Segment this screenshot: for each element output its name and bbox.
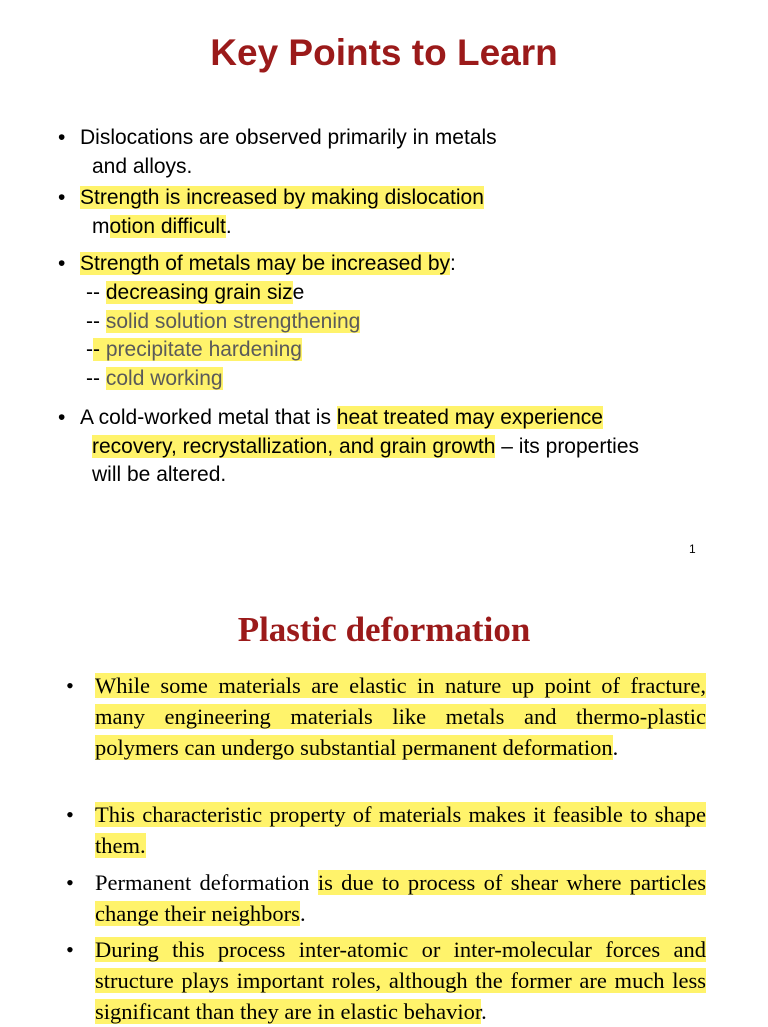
plain-text: : <box>450 252 456 275</box>
list-item <box>86 279 360 308</box>
highlighted-text-value: precipitate hardening <box>105 338 302 361</box>
highlighted-text: This characteristic property of materials makes it feasible to shape them. <box>95 802 706 858</box>
plain-text: m <box>92 214 110 238</box>
slide-title: Key Points to Learn <box>210 32 558 73</box>
highlighted-text: Strength of metals may be increased by <box>80 252 451 275</box>
plain-text: . <box>612 735 619 760</box>
plain-text: Permanent deformation <box>95 870 318 895</box>
bullet-strength-methods <box>58 250 718 279</box>
highlighted-text: otion difficult <box>109 214 226 238</box>
bullet-text-continued: and alloys. <box>92 154 193 178</box>
highlighted-text: cold working <box>105 366 223 390</box>
list-item <box>86 336 360 365</box>
bullet-marker: • <box>58 406 66 429</box>
list-item <box>86 308 360 337</box>
dash-marker: - <box>86 338 93 361</box>
bullet-text <box>95 934 706 1027</box>
bullet-text-continued <box>80 433 728 462</box>
bullet-marker: • <box>58 252 66 275</box>
bullet-strength-increased <box>58 184 718 241</box>
bullet-cold-worked <box>58 404 728 490</box>
highlighted-text: recovery, recrystallization, and grain growth <box>92 434 496 458</box>
bullet-marker: • <box>66 937 74 962</box>
plain-text: . <box>299 901 306 926</box>
bullet-dislocations <box>58 124 718 181</box>
highlighted-text: During this process inter-atomic or inter-molecular forces and structure plays important roles, although the former are much less significant than they are in elastic behavior <box>95 937 706 1024</box>
plain-text: . <box>225 214 232 238</box>
slide-plastic-deformation <box>0 580 768 1024</box>
bullet-marker: • <box>58 186 66 209</box>
bullet-permanent-deformation <box>66 867 706 929</box>
bullet-text: Dislocations are observed primarily in metals <box>80 126 497 149</box>
plain-text: A cold-worked metal that is <box>80 406 337 429</box>
bullet-inter-atomic-forces <box>66 934 706 1027</box>
highlighted-text: While some materials are elastic in nature up point of fracture, many engineering materials like metals and thermo-plastic polymers can undergo substantial permanent deformation <box>95 673 706 760</box>
bullet-text <box>95 799 706 861</box>
bullet-text <box>95 867 706 929</box>
bullet-text-continued: will be altered. <box>92 463 227 486</box>
plain-text: . <box>481 999 487 1024</box>
bullet-text-continued <box>80 213 718 242</box>
bullet-shape-property <box>66 799 706 861</box>
bullet-marker: • <box>58 126 66 149</box>
dash-marker: -- <box>86 281 100 304</box>
highlighted-text: decreasing grain siz <box>105 281 293 304</box>
highlighted-text: is due to process of shear where particles change their neighbors <box>95 870 706 926</box>
highlighted-text: Strength is increased by making dislocation <box>80 186 484 209</box>
plain-text: e <box>292 281 305 304</box>
slide-title: Plastic deformation <box>237 610 531 649</box>
list-item <box>86 365 360 394</box>
highlighted-text: heat treated may experience <box>336 406 603 429</box>
bullet-marker: • <box>66 802 74 827</box>
bullet-marker: • <box>66 870 74 895</box>
bullet-marker: • <box>66 673 74 698</box>
bullet-elastic-materials <box>66 670 706 763</box>
dash-marker: - <box>93 338 100 361</box>
highlighted-text: solid solution strengthening <box>105 309 361 333</box>
dash-marker: -- <box>86 366 100 390</box>
page-number: 1 <box>689 542 696 556</box>
highlighted-text <box>100 338 302 361</box>
bullet-text <box>95 670 706 763</box>
plain-text: – its properties <box>495 434 640 458</box>
strengthening-methods-list <box>86 279 360 393</box>
dash-marker: -- <box>86 309 100 333</box>
